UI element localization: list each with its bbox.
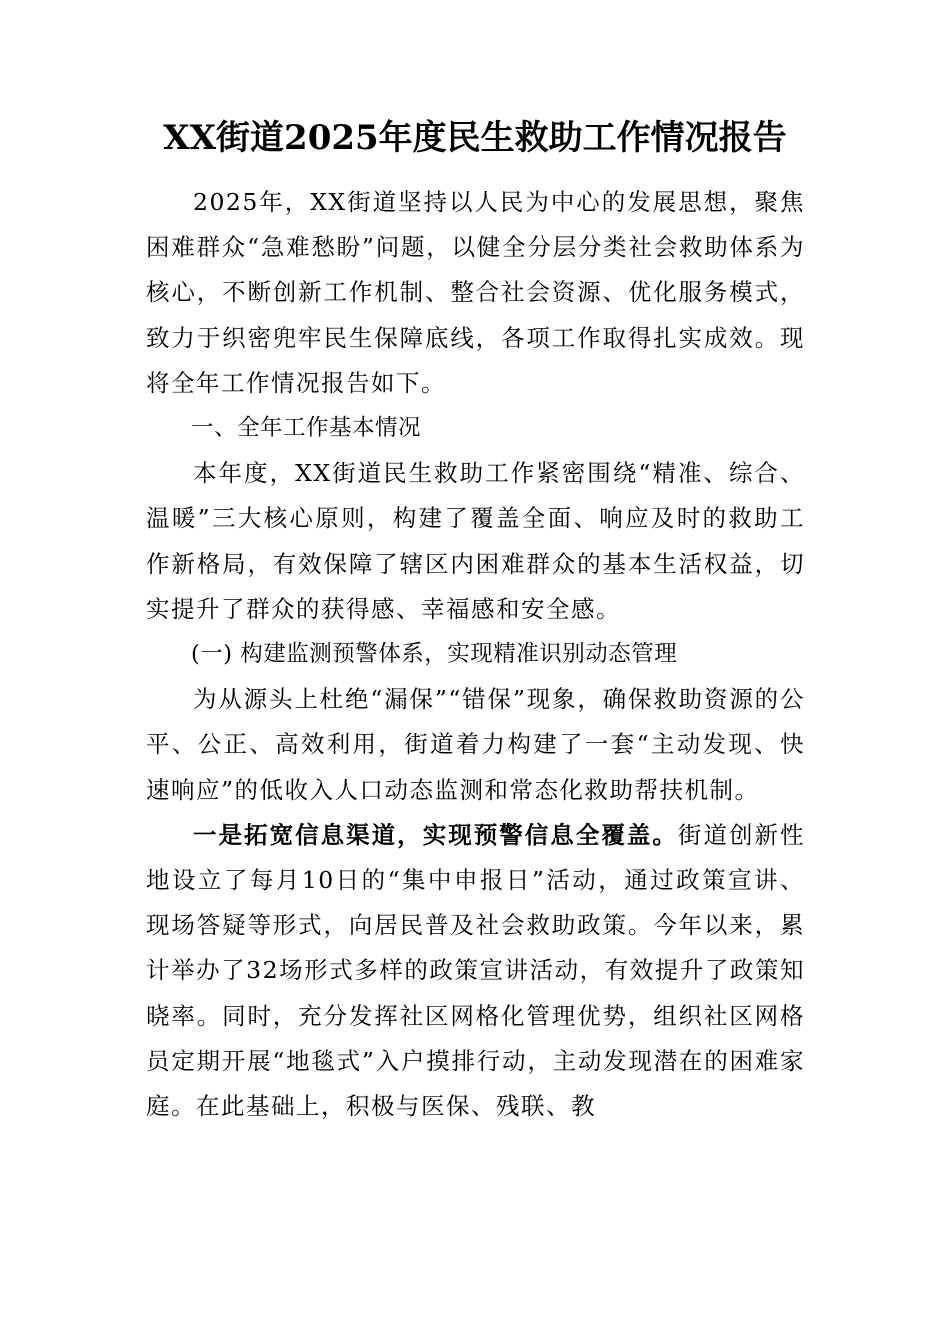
point-1-text: 街道创新性地设立了每月10日的“集中申报日”活动，通过政策宣讲、现场答疑等形式，向居民普及社会救助政策。今年以来，累计举办了32场形式多样的政策宣讲活动，有效提升了政策知晓率。同时，充分发挥社区网格化管理优势，组织社区网格员定期开展“地毯式”入户摸排行动，主动发现潜在的困难家庭。在此基础上，积极与医保、残联、教 <box>146 820 806 1121</box>
point-1-lead: 一是拓宽信息渠道，实现预警信息全覆盖。 <box>193 820 678 849</box>
section-heading-1: 一、全年工作基本情况 <box>191 415 422 442</box>
point-1-paragraph <box>146 813 805 1129</box>
subsection-1-paragraph: 为从源头上杜绝“漏保”“错保”现象，确保救助资源的公平、公正、高效利用，街道着力构建了一套“主动发现、快速响应”的低收入人口动态监测和常态化救助帮扶机制。 <box>146 685 805 804</box>
document-title: XX街道2025年度民生救助工作情况报告 <box>163 118 787 158</box>
subsection-heading-1: (一) 构建监测预警体系，实现精准识别动态管理 <box>191 641 678 668</box>
intro-paragraph: 2025年，XX街道坚持以人民为中心的发展思想，聚焦困难群众“急难愁盼”问题，以健全分层分类社会救助体系为核心，不断创新工作机制、整合社会资源、优化服务模式，致力于织密兜牢民生保障底线，各项工作取得扎实成效。现将全年工作情况报告如下。 <box>146 188 805 397</box>
section-1-paragraph: 本年度，XX街道民生救助工作紧密围绕“精准、综合、温暖”三大核心原则，构建了覆盖全面、响应及时的救助工作新格局，有效保障了辖区内困难群众的基本生活权益，切实提升了群众的获得感、幸福感和安全感。 <box>146 459 805 623</box>
document-body <box>146 180 805 1129</box>
